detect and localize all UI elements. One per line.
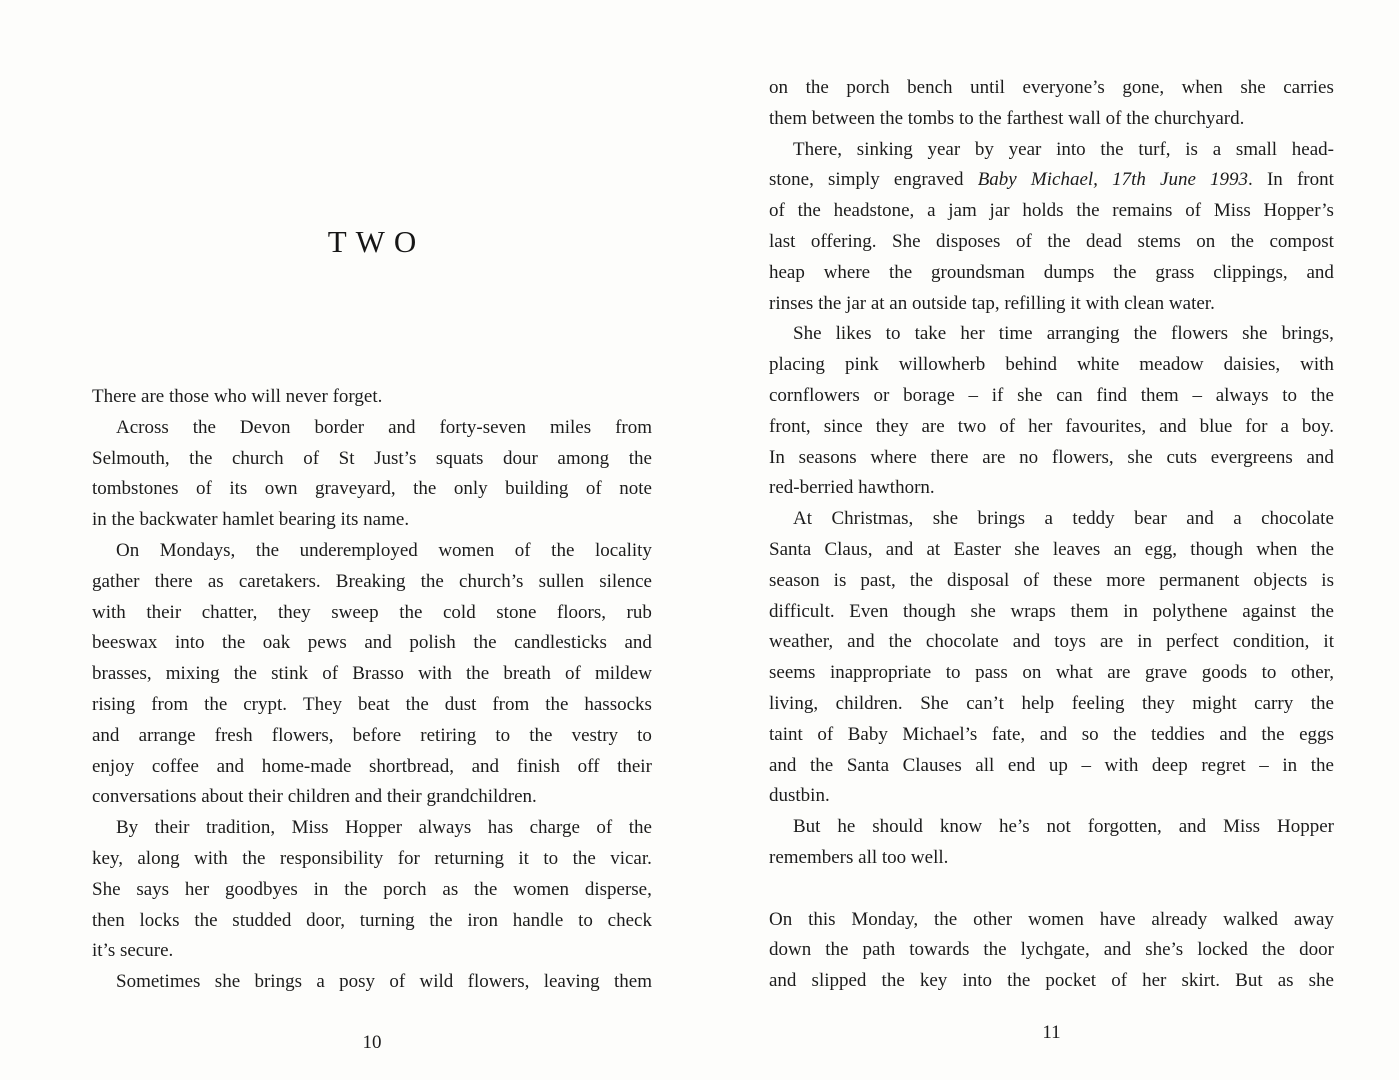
text-line: them between the tombs to the farthest wall of the churchyard.	[769, 107, 1245, 129]
text-line: with their chatter, they sweep the cold stone floors, rub	[92, 601, 652, 623]
text-line: She likes to take her time arranging the flowers she brings,	[793, 323, 1334, 345]
text-line: Across the Devon border and forty-seven miles from	[116, 416, 652, 438]
text-line: In seasons where there are no flowers, she cuts evergreens and	[769, 446, 1334, 468]
paragraph	[92, 967, 652, 998]
text-line: on the porch bench until everyone’s gone, when she carries	[769, 77, 1334, 98]
text-line: and the Santa Clauses all end up – with deep regret – in the	[769, 754, 1334, 776]
text-line: cornflowers or borage – if she can find them – always to the	[769, 384, 1334, 406]
paragraph	[769, 319, 1334, 504]
text-line: She says her goodbyes in the porch as the women disperse,	[92, 878, 652, 900]
text-line: red-berried hawthorn.	[769, 477, 935, 499]
text-line: remembers all too well.	[769, 846, 949, 868]
text-line: rising from the crypt. They beat the dust from the hassocks	[92, 693, 652, 715]
section-break	[769, 874, 1334, 905]
paragraph	[769, 504, 1334, 812]
text-line: tombstones of its own graveyard, the only building of note	[92, 478, 652, 500]
text-line: weather, and the chocolate and toys are in perfect condition, it	[769, 631, 1334, 653]
text-line: At Christmas, she brings a teddy bear and a chocolate	[793, 508, 1334, 530]
paragraph	[769, 73, 1334, 135]
paragraph	[769, 812, 1334, 874]
paragraph	[769, 905, 1334, 997]
text-line: it’s secure.	[92, 940, 174, 962]
text-line: season is past, the disposal of these more permanent objects is	[769, 569, 1334, 591]
text-line: and arrange fresh flowers, before retiring to the vestry to	[92, 724, 652, 746]
text-line: Santa Claus, and at Easter she leaves an egg, though when the	[769, 538, 1334, 560]
text-line: brasses, mixing the stink of Brasso with the breath of mildew	[92, 663, 652, 685]
chapter-title: TWO	[327, 224, 426, 259]
text-line: key, along with the responsibility for returning it to the vicar.	[92, 847, 652, 869]
text-line: enjoy coffee and home-made shortbread, and finish off their	[92, 755, 652, 777]
text-line: last offering. She disposes of the dead stems on the compost	[769, 230, 1334, 252]
text-line: There, sinking year by year into the turf, is a small head-	[793, 138, 1334, 160]
text-line: of the headstone, a jam jar holds the remains of Miss Hopper’s	[769, 200, 1334, 222]
text-line: seems inappropriate to pass on what are grave goods to other,	[769, 662, 1334, 684]
text-line: Sometimes she brings a posy of wild flowers, leaving them	[116, 971, 652, 993]
text-line: difficult. Even though she wraps them in polythene against the	[769, 600, 1334, 622]
paragraph	[92, 536, 652, 813]
text-line: in the backwater hamlet bearing its name.	[92, 509, 410, 531]
text-line: down the path towards the lychgate, and she’s locked the door	[769, 939, 1334, 961]
text-line: Selmouth, the church of St Just’s squats dour among the	[92, 447, 652, 469]
text-line: There are those who will never forget.	[92, 386, 383, 407]
text-line: placing pink willowherb behind white meadow daisies, with	[769, 354, 1334, 376]
text-line: On this Monday, the other women have already walked away	[769, 908, 1334, 930]
paragraph	[92, 813, 652, 967]
text-line: taint of Baby Michael’s fate, and so the teddies and the eggs	[769, 723, 1334, 745]
right-page-body	[769, 73, 1334, 997]
text-line: then locks the studded door, turning the iron handle to check	[92, 909, 652, 931]
text-line: dustbin.	[769, 785, 830, 807]
left-page-body	[92, 382, 652, 998]
text-line: On Mondays, the underemployed women of the locality	[116, 539, 652, 561]
paragraph	[92, 413, 652, 536]
text-line: heap where the groundsman dumps the grass clippings, and	[769, 261, 1334, 283]
paragraph	[92, 382, 652, 413]
text-line: living, children. She can’t help feeling they might carry the	[769, 692, 1334, 714]
blank-line	[769, 874, 1334, 905]
page-number-right: 11	[1042, 1022, 1061, 1043]
text-line: beeswax into the oak pews and polish the candlesticks and	[92, 632, 652, 654]
text-line: rinses the jar at an outside tap, refilling it with clean water.	[769, 292, 1215, 314]
text-line: gather there as caretakers. Breaking the church’s sullen silence	[92, 570, 652, 592]
text-line: conversations about their children and their grandchildren.	[92, 786, 537, 808]
paragraph	[769, 135, 1334, 320]
text-line: But he should know he’s not forgotten, and Miss Hopper	[793, 816, 1334, 838]
text-line: stone, simply engraved Baby Michael, 17th June 1993. In front	[769, 169, 1334, 191]
text-line: front, since they are two of her favourites, and blue for a boy.	[769, 415, 1334, 437]
text-line: By their tradition, Miss Hopper always has charge of the	[116, 817, 652, 839]
page-number-left: 10	[362, 1032, 382, 1053]
text-line: and slipped the key into the pocket of her skirt. But as she	[769, 970, 1334, 992]
